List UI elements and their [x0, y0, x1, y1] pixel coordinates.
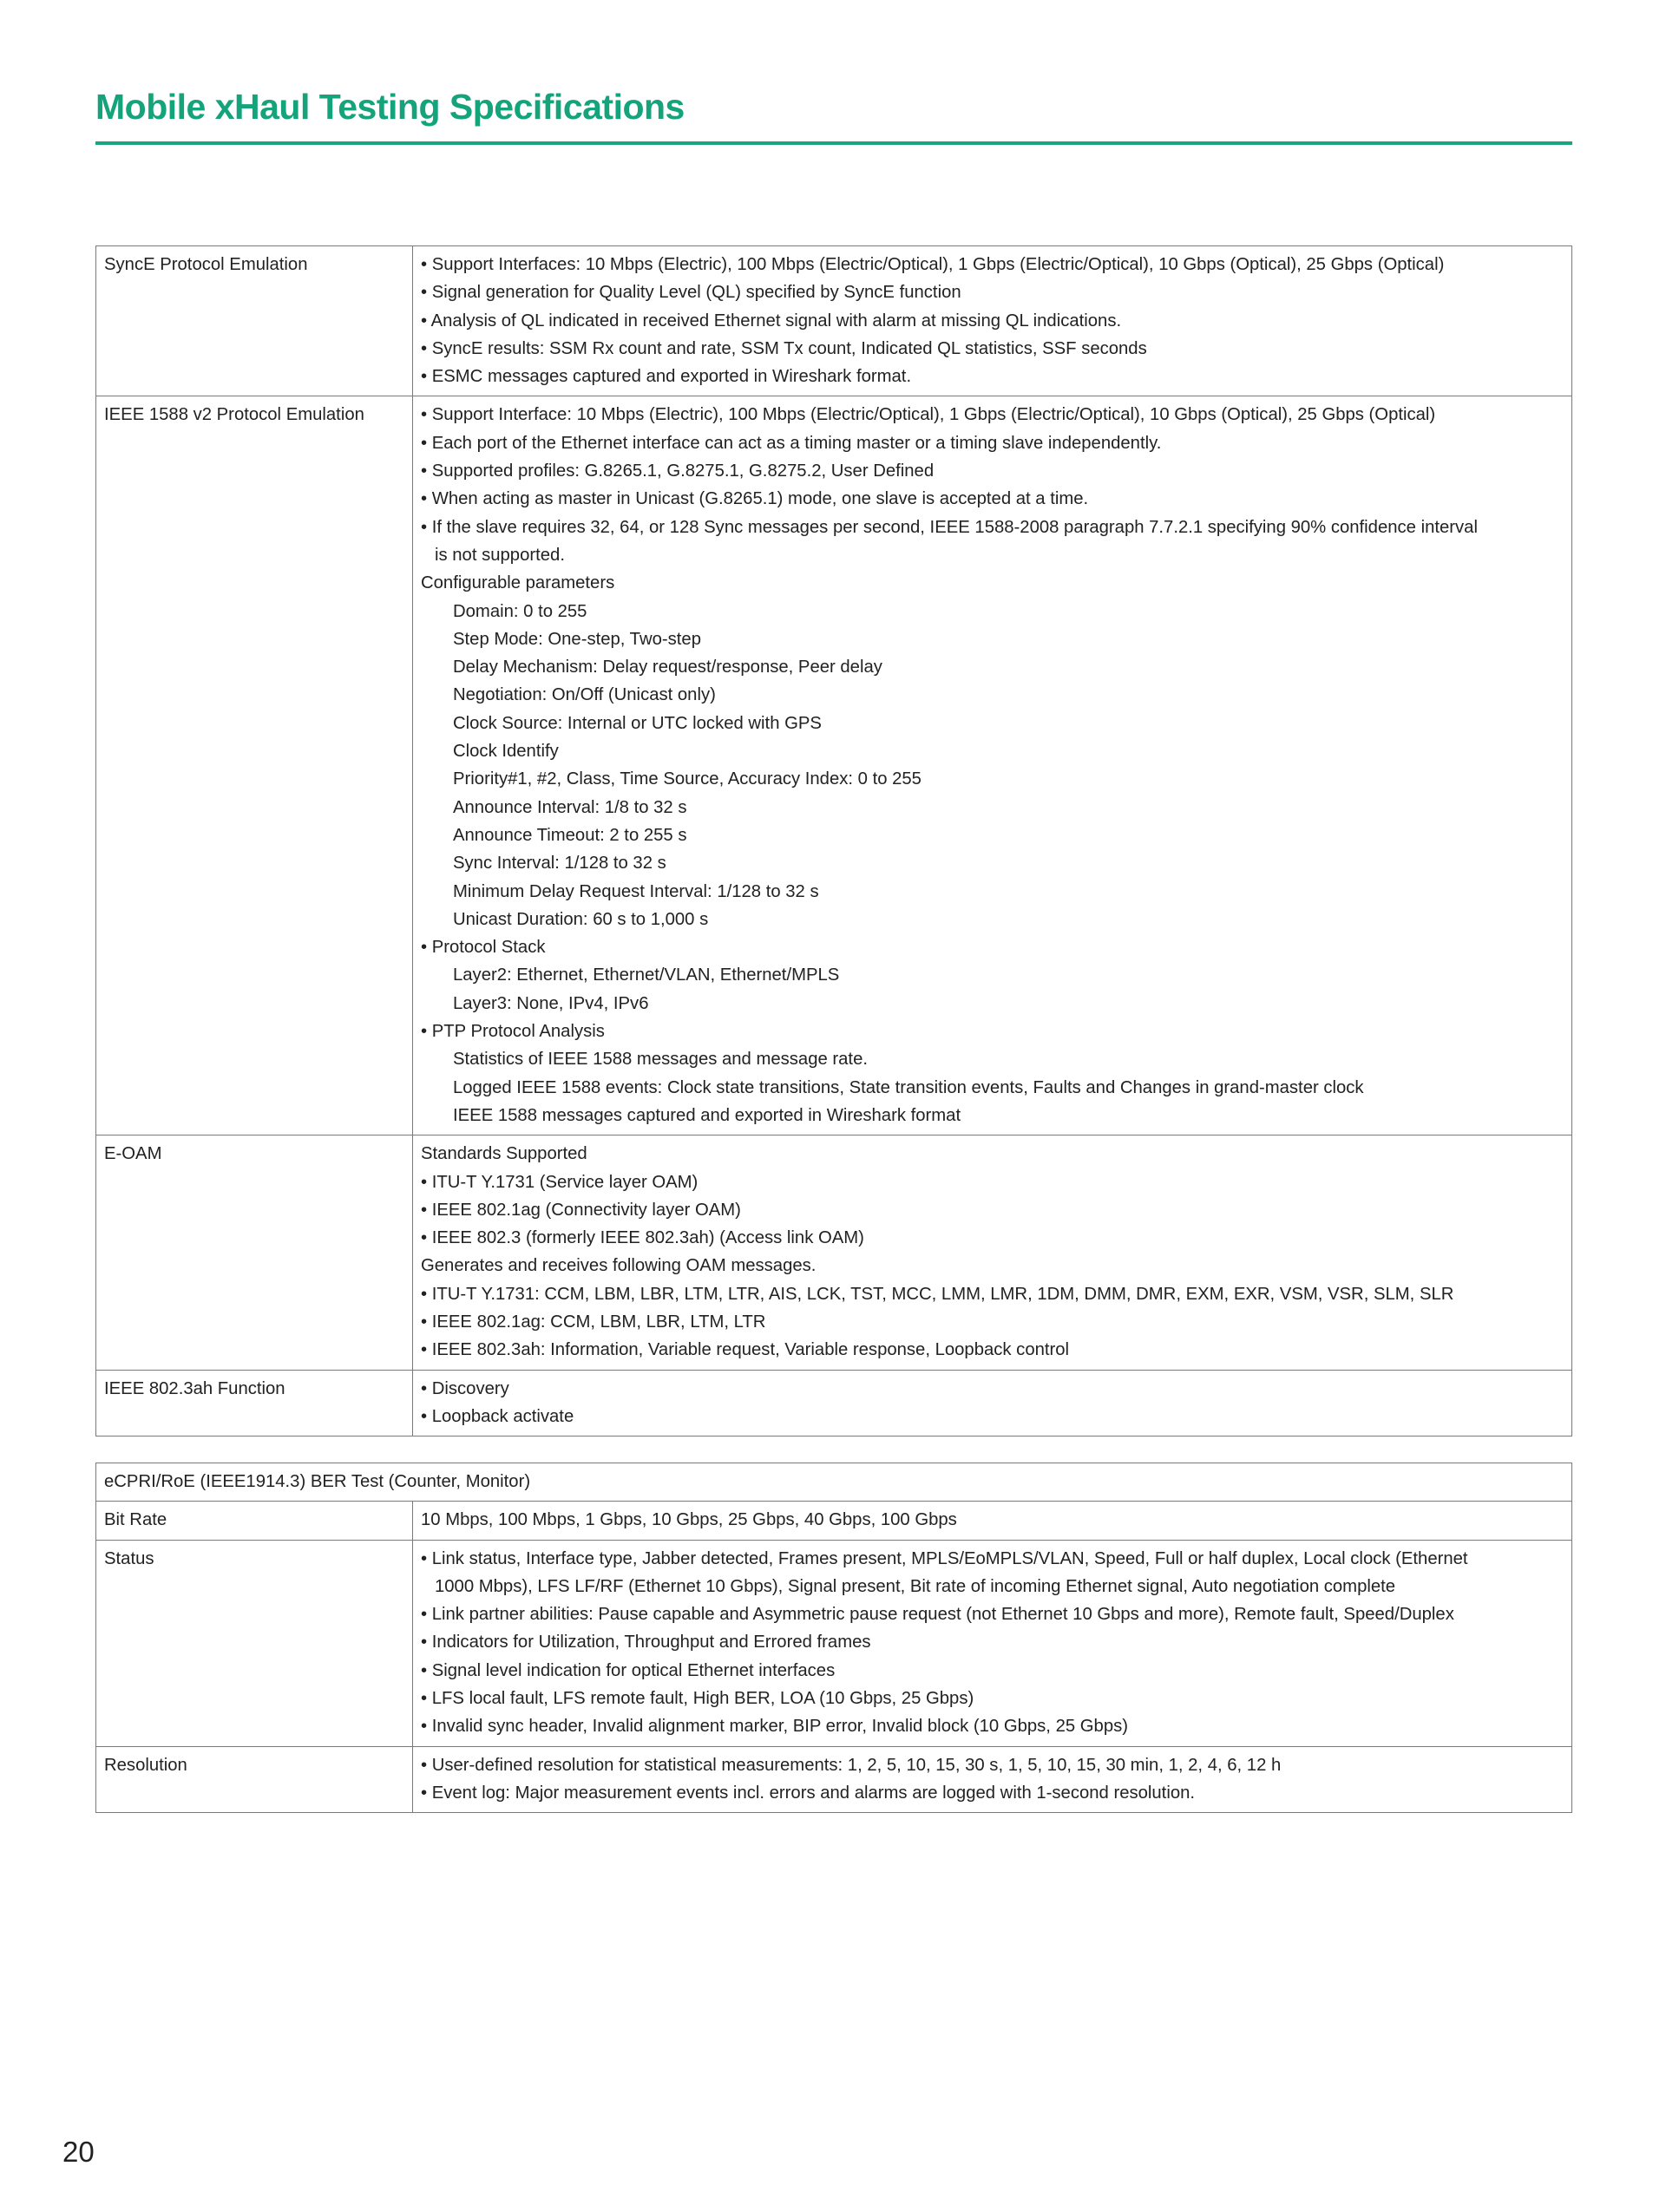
spec-line: • Signal generation for Quality Level (QL) specified by SyncE function [421, 283, 961, 303]
spec-line: 1000 Mbps), LFS LF/RF (Ethernet 10 Gbps), Signal present, Bit rate of incoming Ethernet signal, Auto negotiation complete [435, 1576, 1396, 1596]
row-label-cell [96, 1370, 413, 1436]
spec-table-protocols [95, 245, 1572, 1436]
spec-line: Delay Mechanism: Delay request/response, Peer delay [453, 658, 882, 677]
row-label: IEEE 1588 v2 Protocol Emulation [104, 405, 364, 425]
page-number: 20 [62, 2136, 95, 2168]
row-label-cell [96, 246, 413, 396]
table-row [96, 1746, 1572, 1813]
table-row [96, 1135, 1572, 1370]
table-row [96, 1540, 1572, 1746]
spec-line: Sync Interval: 1/128 to 32 s [453, 854, 666, 874]
spec-line: Announce Interval: 1/8 to 32 s [453, 797, 687, 817]
spec-line: • Link partner abilities: Pause capable and Asymmetric pause request (not Ethernet 10 Gbps and more), Remote fault, Speed/Duplex [421, 1605, 1454, 1625]
spec-line: Clock Source: Internal or UTC locked with GPS [453, 713, 822, 733]
row-label-cell [96, 1135, 413, 1370]
row-label: Status [104, 1548, 154, 1568]
spec-line: • Indicators for Utilization, Throughput and Errored frames [421, 1633, 871, 1652]
table-row [96, 396, 1572, 1135]
spec-line: • IEEE 802.1ag: CCM, LBM, LBR, LTM, LTR [421, 1312, 766, 1332]
row-label: SyncE Protocol Emulation [104, 255, 308, 274]
spec-line: is not supported. [435, 545, 565, 565]
spec-line: Unicast Duration: 60 s to 1,000 s [453, 909, 709, 929]
table-row [96, 1502, 1572, 1540]
row-label-cell [96, 1502, 413, 1540]
spec-line: Announce Timeout: 2 to 255 s [453, 825, 687, 845]
spec-line: • IEEE 802.1ag (Connectivity layer OAM) [421, 1200, 741, 1220]
spec-line: • Protocol Stack [421, 938, 546, 958]
spec-line: Step Mode: One-step, Two-step [453, 629, 701, 649]
spec-line: • Discovery [421, 1378, 509, 1398]
row-label: E-OAM [104, 1144, 162, 1164]
spec-line: • Loopback activate [421, 1406, 574, 1426]
spec-line: • IEEE 802.3ah: Information, Variable request, Variable response, Loopback control [421, 1340, 1070, 1360]
spec-line: • PTP Protocol Analysis [421, 1022, 605, 1042]
spec-line: 10 Mbps, 100 Mbps, 1 Gbps, 10 Gbps, 25 Gbps, 40 Gbps, 100 Gbps [421, 1510, 957, 1530]
spec-line: Priority#1, #2, Class, Time Source, Accuracy Index: 0 to 255 [453, 769, 922, 789]
row-value-cell [413, 1502, 1572, 1540]
spec-line: Clock Identify [453, 742, 559, 762]
table-header-cell [96, 1463, 1572, 1502]
spec-line: Generates and receives following OAM messages. [421, 1256, 817, 1276]
spec-line: • User-defined resolution for statistical measurements: 1, 2, 5, 10, 15, 30 s, 1, 5, 10, 15, 30 min, 1, 2, 4, 6, 12 h [421, 1755, 1282, 1775]
spec-line: Statistics of IEEE 1588 messages and message rate. [453, 1050, 868, 1070]
spec-line: • IEEE 802.3 (formerly IEEE 802.3ah) (Access link OAM) [421, 1228, 864, 1248]
table-row [96, 1370, 1572, 1436]
spec-line: • Each port of the Ethernet interface can act as a timing master or a timing slave independently. [421, 433, 1162, 453]
spec-line: Configurable parameters [421, 573, 615, 593]
row-label: IEEE 802.3ah Function [104, 1378, 285, 1398]
spec-line: • When acting as master in Unicast (G.8265.1) mode, one slave is accepted at a time. [421, 489, 1089, 509]
spec-line: Logged IEEE 1588 events: Clock state transitions, State transition events, Faults and Changes in grand-master clock [453, 1077, 1364, 1097]
table-header-row [96, 1463, 1572, 1502]
spec-line: • ESMC messages captured and exported in Wireshark format. [421, 367, 912, 387]
row-value-cell [413, 1540, 1572, 1746]
row-value-cell [413, 1746, 1572, 1813]
spec-line: • SyncE results: SSM Rx count and rate, SSM Tx count, Indicated QL statistics, SSF seconds [421, 338, 1147, 358]
spec-line: Minimum Delay Request Interval: 1/128 to 32 s [453, 881, 819, 901]
row-label: Bit Rate [104, 1510, 167, 1530]
spec-line: Layer2: Ethernet, Ethernet/VLAN, Ethernet/MPLS [453, 965, 840, 985]
spec-line: Negotiation: On/Off (Unicast only) [453, 685, 716, 705]
spec-line: • Support Interfaces: 10 Mbps (Electric), 100 Mbps (Electric/Optical), 1 Gbps (Electric/Optical), 10 Gbps (Optical), 25 Gbps (Optical) [421, 255, 1445, 274]
table-row [96, 246, 1572, 396]
page-title: Mobile xHaul Testing Specifications [95, 87, 685, 127]
row-value-cell [413, 1135, 1572, 1370]
spec-line: • Supported profiles: G.8265.1, G.8275.1, G.8275.2, User Defined [421, 461, 935, 481]
spec-line: • ITU-T Y.1731: CCM, LBM, LBR, LTM, LTR, AIS, LCK, TST, MCC, LMM, LMR, 1DM, DMM, DMR, EXM, EXR, VSM, VSR, SLM, SLR [421, 1284, 1454, 1304]
row-label-cell [96, 1746, 413, 1813]
spec-line: • Link status, Interface type, Jabber detected, Frames present, MPLS/EoMPLS/VLAN, Speed, Full or half duplex, Local clock (Ethernet [421, 1548, 1468, 1568]
spec-line: • Analysis of QL indicated in received Ethernet signal with alarm at missing QL indications. [421, 311, 1122, 330]
spec-line: • Event log: Major measurement events incl. errors and alarms are logged with 1-second resolution. [421, 1783, 1196, 1803]
row-value-cell [413, 396, 1572, 1135]
spec-line: • ITU-T Y.1731 (Service layer OAM) [421, 1172, 699, 1192]
spec-line: Standards Supported [421, 1144, 587, 1164]
spec-line: • If the slave requires 32, 64, or 128 Sync messages per second, IEEE 1588-2008 paragraph 7.7.2.1 specifying 90% confidence interval [421, 517, 1478, 537]
spec-table-ecpri-ber [95, 1463, 1572, 1813]
row-value-cell [413, 1370, 1572, 1436]
row-label: Resolution [104, 1755, 187, 1775]
spec-line: IEEE 1588 messages captured and exported in Wireshark format [453, 1105, 961, 1125]
spec-line: Layer3: None, IPv4, IPv6 [453, 993, 649, 1013]
row-label-cell [96, 1540, 413, 1746]
spec-line: • Signal level indication for optical Ethernet interfaces [421, 1660, 836, 1680]
table-header-text: eCPRI/RoE (IEEE1914.3) BER Test (Counter, Monitor) [104, 1472, 531, 1491]
spec-line: • Support Interface: 10 Mbps (Electric), 100 Mbps (Electric/Optical), 1 Gbps (Electric/Optical), 10 Gbps (Optical), 25 Gbps (Optical) [421, 405, 1436, 425]
spec-line: • LFS local fault, LFS remote fault, High BER, LOA (10 Gbps, 25 Gbps) [421, 1689, 974, 1709]
spec-line: Domain: 0 to 255 [453, 601, 587, 621]
spec-line: • Invalid sync header, Invalid alignment marker, BIP error, Invalid block (10 Gbps, 25 Gbps) [421, 1717, 1129, 1737]
row-value-cell [413, 246, 1572, 396]
title-divider [95, 141, 1572, 145]
row-label-cell [96, 396, 413, 1135]
